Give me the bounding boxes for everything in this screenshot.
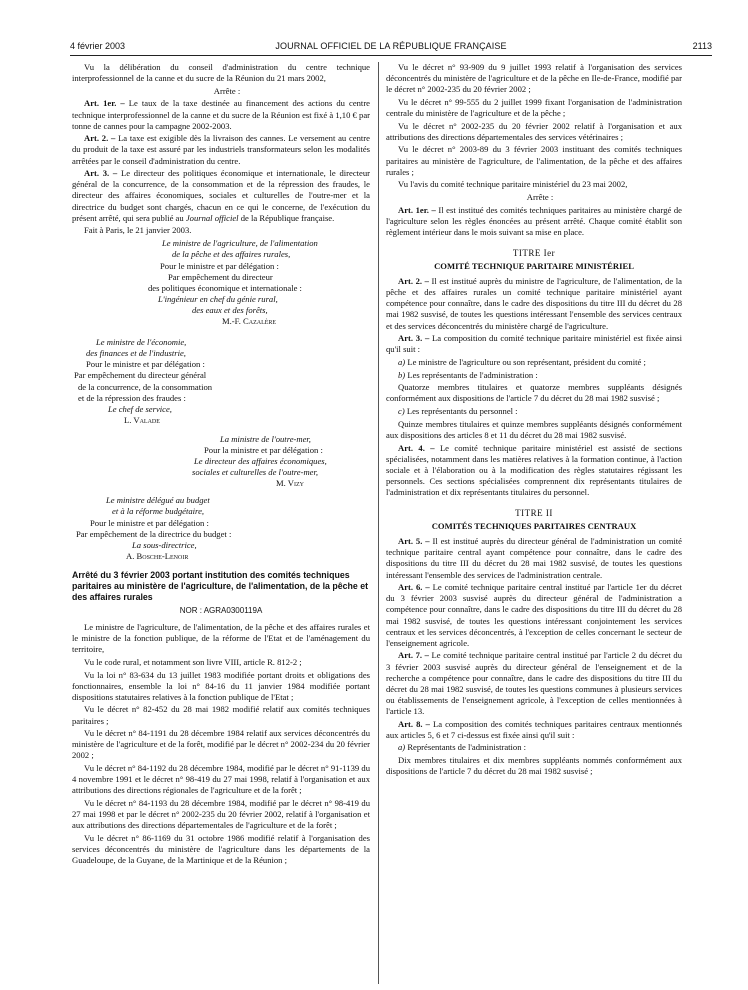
article-3-comites-label: Art. 3. – bbox=[398, 333, 430, 344]
header-date: 4 février 2003 bbox=[70, 41, 126, 51]
vu-8: Vu le décret n° 93-909 du 9 juillet 1993 relatif à l'organisation des services déconcentrés du ministère de l'agriculture et de la pêche en Ile-de-France, modifié par le décret n° 2002-235 du 20 février 2002 ; bbox=[386, 62, 682, 95]
left-column bbox=[72, 62, 370, 984]
vu-10: Vu le décret n° 2002-235 du 20 février 2002 relatif à l'organisation et aux attributions des directions départementales des services vétérinaires ; bbox=[386, 120, 682, 142]
sig2-role-cont: des finances et de l'industrie, bbox=[86, 348, 186, 359]
sig4-empechement: Par empêchement de la directrice du budget : bbox=[76, 528, 232, 539]
article-8-comites-label: Art. 8. – bbox=[398, 718, 430, 729]
item-a-text: Le ministre de l'agriculture ou son représentant, président du comité ; bbox=[407, 357, 646, 367]
sig2-role: Le ministre de l'économie, bbox=[96, 337, 187, 348]
article-3-text-end: de la République française. bbox=[240, 212, 335, 223]
signature-block-2 bbox=[72, 337, 370, 426]
article-4-comites-text: Le comité technique paritaire ministériel est assisté de sections spécialisées, notamment dans les matières relatives à la formation continue, à l'action sociale et à l'élaboration ou à la modification des règles statutaires régissant les personnels. Ces sections spécialisées comprennent dix représentants titulaires de l'administration et dix représentants titulaires du personnel. bbox=[386, 442, 682, 497]
article-7-comites-text: Le comité technique paritaire central institué par l'article 2 du décret du 3 février 2003 susvisé auprès du directeur général de l'enseignement et de la recherche a compétence pour connaître, dans le cadre des dispositions du titre III du décret du 28 mai 1982 susvisé, de toutes les questions communes à plusieurs services ou établissements de l'enseignement agricole, à l'exception de celles mentionnées à l'article 13. bbox=[386, 650, 682, 716]
vu-avis: Vu l'avis du comité technique paritaire ministériel du 23 mai 2002, bbox=[398, 179, 628, 190]
article-4-comites-label: Art. 4. – bbox=[398, 442, 435, 453]
vu-4: Vu le décret n° 84-1191 du 28 décembre 1984 relatif aux services déconcentrés du ministère de l'agriculture et de la forêt, modifié par le décret n° 2002-234 du 20 février 2002 ; bbox=[72, 728, 370, 761]
signature-block-4 bbox=[72, 495, 370, 562]
article-8-item-a bbox=[386, 742, 682, 753]
column-divider bbox=[378, 62, 379, 984]
arrete-label-2: Arrête : bbox=[526, 192, 554, 202]
article-5-comites-text: Il est institué auprès du directeur général de l'administration un comité technique paritaire central ayant compétence pour connaître, dans le cadre des dispositions du titre III du décret du 28 mai 1982 susvisé, de toutes les questions intéressant l'ensemble des services de l'administration centrale. bbox=[386, 536, 682, 580]
sig3-delegation: Pour la ministre et par délégation : bbox=[204, 444, 323, 455]
arrete-title: Arrêté du 3 février 2003 portant institution des comités techniques paritaires au ministère de l'agriculture, de l'alimentation, de la pêche et des affaires rurales bbox=[72, 569, 369, 602]
article-2-label: Art. 2. – bbox=[84, 133, 116, 144]
signature-block-3 bbox=[72, 434, 370, 489]
article-2-comites bbox=[386, 276, 682, 331]
sig1-role-cont: de la pêche et des affaires rurales, bbox=[172, 249, 291, 260]
titre-2: TITRE II bbox=[515, 508, 553, 519]
sig2-direction: de la concurrence, de la consommation bbox=[78, 381, 213, 392]
titre-1-heading: COMITÉ TECHNIQUE PARITAIRE MINISTÉRIEL bbox=[434, 261, 634, 272]
sig3-role: La ministre de l'outre-mer, bbox=[220, 433, 311, 444]
article-1-text: Le taux de la taxe destinée au financement des actions du centre technique interprofessionnel de la canne et du sucre de la Réunion est fixé à 1,10 € par tonne de cannes pour la campagne 2002-2003. bbox=[72, 98, 370, 131]
article-1-comites bbox=[386, 205, 682, 238]
right-column bbox=[386, 62, 682, 984]
sig3-title: Le directeur des affaires économiques, bbox=[194, 456, 327, 467]
article-6-comites bbox=[386, 582, 682, 649]
article-3-text: Le directeur des politiques économique et internationale, le directeur général de la concurrence, de la consommation et de la répression des fraudes, le directeur des affaires économiques, sociales et culturelles de l'outre-mer et la directrice du budget sont chargés, chacun en ce qui le concerne, de l'exécution du présent arrêté, qui sera publié au bbox=[72, 168, 370, 223]
article-3-comites bbox=[386, 333, 682, 355]
article-2 bbox=[72, 133, 370, 166]
sig1-delegation: Pour le ministre et par délégation : bbox=[160, 260, 279, 271]
sig4-role-cont: et à la réforme budgétaire, bbox=[112, 506, 205, 517]
sig4-title: La sous-directrice, bbox=[132, 539, 197, 550]
nor-reference: NOR : AGRA0300119A bbox=[179, 605, 263, 615]
article-2-text: La taxe est exigible dès la livraison des cannes. Le versement au centre du produit de la taxe est assuré par les industriels transformateurs selon les modalités arrêtées par le conseil d'administration du centre. bbox=[72, 133, 370, 166]
sig3-title-cont: sociales et culturelles de l'outre-mer, bbox=[192, 467, 319, 478]
page-header bbox=[70, 39, 712, 53]
item-c-text: Les représentants du personnel : bbox=[406, 406, 518, 417]
sig1-role: Le ministre de l'agriculture, de l'alimentation bbox=[162, 238, 318, 249]
article-8-item-a-detail: Dix membres titulaires et dix membres suppléants nommés conformément aux dispositions de l'article 7 du décret du 28 mai 1982 susvisé ; bbox=[386, 755, 682, 777]
article-3-item-c-detail: Quinze membres titulaires et quinze membres suppléants désignés conformément aux dispositions des articles 8 et 11 du décret du 28 mai 1982 susvisé. bbox=[386, 418, 682, 440]
vu-9: Vu le décret n° 99-555 du 2 juillet 1999 fixant l'organisation de l'administration centrale du ministère de l'agriculture et de la pêche ; bbox=[386, 96, 682, 118]
article-1-comites-text: Il est institué des comités techniques paritaires au ministère chargé de l'agriculture selon les règles énoncées au présent arrêté. Chaque comité établit son règlement intérieur dans le mois suivant sa mise en place. bbox=[386, 204, 682, 237]
article-4-comites bbox=[386, 443, 682, 498]
fait-a-paris: Fait à Paris, le 21 janvier 2003. bbox=[84, 225, 192, 236]
article-3-label: Art. 3. – bbox=[84, 168, 118, 179]
sig2-name: L. Valade bbox=[124, 414, 160, 425]
article-1-label: Art. 1er. – bbox=[84, 98, 125, 109]
article-1 bbox=[72, 98, 370, 131]
sig1-name: M.-F. Cazalère bbox=[222, 316, 277, 327]
sig4-name: A. Bosche-Lenoir bbox=[126, 550, 189, 561]
sig2-empechement: Par empêchement du directeur général bbox=[74, 370, 207, 381]
sig4-role: Le ministre délégué au budget bbox=[106, 495, 210, 506]
vu-2: Vu la loi n° 83-634 du 13 juillet 1983 modifiée portant droits et obligations des fonctionnaires, ensemble la loi n° 84-16 du 11 janvier 1984 modifiée portant dispositions statutaires relatives à la fonction publique de l'Etat ; bbox=[72, 669, 370, 702]
item-a2-text: Représentants de l'administration : bbox=[407, 742, 527, 753]
article-6-comites-text: Le comité technique paritaire central institué par l'article 1er du décret du 3 février 2003 susvisé auprès du directeur général de l'administration a compétence pour connaître, dans le cadre des dispositions du titre III du décret du 28 mai 1982 susvisé, de toutes les questions intéressant conjointement les services centraux et les services déconcentrés, à l'exception de celles concernant le secteur de l'enseignement agricole. bbox=[386, 582, 682, 648]
vu-11: Vu le décret n° 2003-89 du 3 février 2003 instituant des comités techniques paritaires au ministère de l'agriculture, de l'alimentation, de la pêche et des affaires rurales ; bbox=[386, 144, 682, 177]
preamble: Le ministre de l'agriculture, de l'alimentation, de la pêche et des affaires rurales et le ministre de la fonction publique, de la réforme de l'Etat et de l'aménagement du territoire, bbox=[72, 622, 370, 655]
item-c-letter: c) bbox=[398, 406, 405, 417]
article-7-comites-label: Art. 7. – bbox=[398, 650, 429, 661]
article-1-comites-label: Art. 1er. – bbox=[398, 204, 436, 215]
sig1-title-cont: des eaux et des forêts, bbox=[192, 304, 268, 315]
item-b-text: Les représentants de l'administration : bbox=[407, 369, 538, 380]
article-3-item-b-detail: Quatorze membres titulaires et quatorze membres suppléants désignés conformément aux dispositions de l'article 7 du décret du 28 mai 1982 susvisé ; bbox=[386, 382, 682, 404]
article-2-comites-text: Il est institué auprès du ministre de l'agriculture, de l'alimentation, de la pêche et des affaires rurales un comité technique paritaire ministériel ayant compétence pour connaître, dans le cadre des dispositions du titre III du décret du 28 mai 1982 susvisé, de toutes les questions intéressant l'ensemble des services centraux et des services déconcentrés du ministère chargé de l'agriculture. bbox=[386, 276, 682, 331]
titre-2-heading: COMITÉS TECHNIQUES PARITAIRES CENTRAUX bbox=[431, 521, 637, 532]
arrete-label: Arrête : bbox=[213, 85, 241, 96]
article-8-comites-text: La composition des comités techniques paritaires centraux mentionnés aux articles 5, 6 et 7 ci-dessus est fixée ainsi qu'il suit : bbox=[386, 718, 682, 740]
header-title: JOURNAL OFFICIEL DE LA RÉPUBLIQUE FRANÇAISE bbox=[275, 41, 507, 51]
vu-1: Vu le code rural, et notamment son livre VIII, article R. 812-2 ; bbox=[84, 656, 302, 667]
article-3 bbox=[72, 168, 370, 223]
article-8-comites bbox=[386, 719, 682, 741]
article-6-comites-label: Art. 6. – bbox=[398, 582, 430, 593]
article-3-item-c bbox=[386, 406, 682, 417]
titre-1: TITRE Ier bbox=[512, 247, 556, 258]
article-3-comites-text: La composition du comité technique paritaire ministériel est fixée ainsi qu'il suit : bbox=[386, 333, 682, 355]
article-3-item-a bbox=[386, 357, 682, 368]
sig1-direction: des politiques économique et internationale : bbox=[148, 282, 302, 293]
page-number: 2113 bbox=[692, 41, 712, 51]
sig2-delegation: Pour le ministre et par délégation : bbox=[86, 359, 205, 370]
sig2-title: Le chef de service, bbox=[108, 403, 172, 414]
vu-7: Vu le décret n° 86-1169 du 31 octobre 1986 modifié relatif à l'organisation des services déconcentrés du ministère de l'agriculture dans les départements de la Guadeloupe, de la Guyane, de la Martinique et de la Réunion ; bbox=[72, 832, 370, 866]
vu-5: Vu le décret n° 84-1192 du 28 décembre 1984, modifié par le décret n° 91-1139 du 4 novembre 1991 et le décret n° 98-419 du 27 mai 1998, relatif à l'organisation et aux attributions des directions régionales de l'agriculture et de la forêt ; bbox=[72, 763, 370, 796]
sig2-direction-cont: et de la répression des fraudes : bbox=[78, 392, 186, 403]
sig1-title: L'ingénieur en chef du génie rural, bbox=[158, 293, 278, 304]
article-5-comites bbox=[386, 536, 682, 580]
header-rule bbox=[70, 55, 712, 56]
sig3-name: M. Vizy bbox=[276, 478, 304, 489]
article-7-comites bbox=[386, 650, 682, 717]
journal-officiel-ref: Journal officiel bbox=[185, 212, 239, 223]
item-b-letter: b) bbox=[398, 369, 406, 380]
sig4-delegation: Pour le ministre et par délégation : bbox=[90, 517, 209, 528]
signature-block-1 bbox=[72, 238, 370, 327]
item-a-letter: a) bbox=[398, 357, 406, 367]
article-5-comites-label: Art. 5. – bbox=[398, 536, 430, 547]
item-a2-letter: a) bbox=[398, 742, 406, 753]
vu-6: Vu le décret n° 84-1193 du 28 décembre 1984, modifié par le décret n° 98-419 du 27 mai 1998 et par le décret n° 2002-235 du 20 février 2002, relatif à l'organisation et aux attributions des directions départementales de l'agriculture et de la forêt ; bbox=[72, 797, 370, 831]
vu-deliberation: Vu la délibération du conseil d'administration du centre technique interprofessionnel de la canne et du sucre de la Réunion du 21 mars 2002, bbox=[72, 62, 370, 84]
vu-3: Vu le décret n° 82-452 du 28 mai 1982 modifié relatif aux comités techniques paritaires ; bbox=[72, 704, 370, 726]
sig1-empechement: Par empêchement du directeur bbox=[168, 271, 273, 282]
article-3-item-b bbox=[386, 370, 682, 381]
article-2-comites-label: Art. 2. – bbox=[398, 276, 429, 287]
